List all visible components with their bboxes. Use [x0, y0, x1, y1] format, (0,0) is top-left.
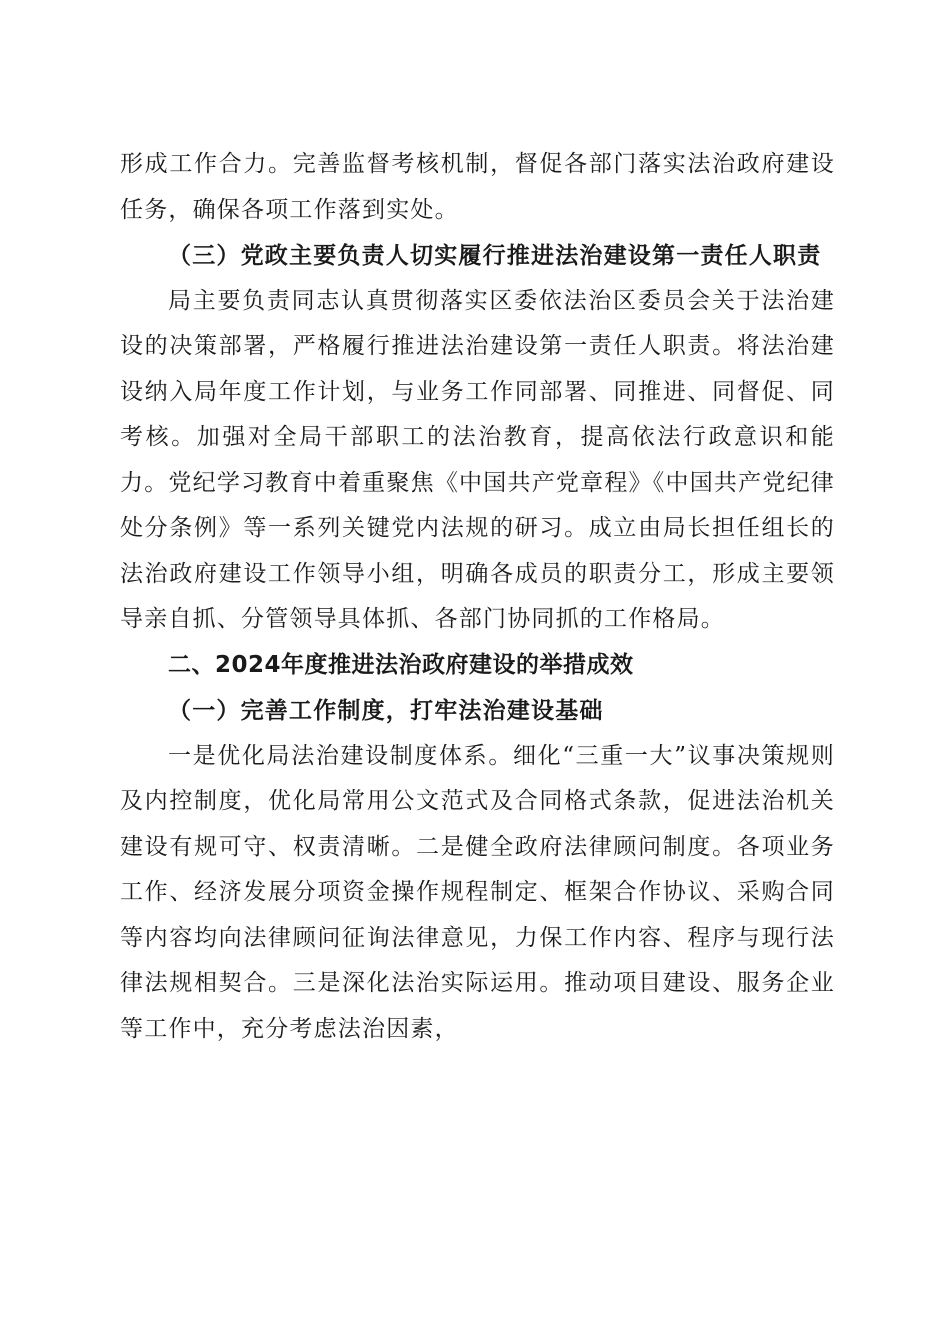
paragraph-responsibility: 局主要负责同志认真贯彻落实区委依法治区委员会关于法治建设的决策部署，严格履行推进法治建设第一责任人职责。将法治建设纳入局年度工作计划，与业务工作同部署、同推进、同督促、同考核。加强对全局干部职工的法治教育，提高依法行政意识和能力。党纪学习教育中着重聚焦《中国共产党章程》《中国共产党纪律处分条例》等一系列关键党内法规的研习。成立由局长担任组长的法治政府建设工作领导小组，明确各成员的职责分工，形成主要领导亲自抓、分管领导具体抓、各部门协同抓的工作格局。	[120, 287, 835, 632]
section-heading-two: 二、2024年度推进法治政府建设的举措成效	[168, 651, 634, 678]
paragraph-continuation: 形成工作合力。完善监督考核机制，督促各部门落实法治政府建设任务，确保各项工作落到实处。	[120, 151, 835, 223]
paragraph-measures: 一是优化局法治建设制度体系。细化“三重一大”议事决策规则及内控制度，优化局常用公文范式及合同格式条款，促进法治机关建设有规可守、权责清晰。二是健全政府法律顾问制度。各项业务工作、经济发展分项资金操作规程制定、框架合作协议、采购合同等内容均向法律顾问征询法律意见，力保工作内容、程序与现行法律法规相契合。三是深化法治实际运用。推动项目建设、服务企业等工作中，充分考虑法治因素，	[120, 742, 835, 1042]
document-page	[120, 142, 835, 1052]
subheading-three: （三）党政主要负责人切实履行推进法治建设第一责任人职责	[168, 242, 822, 269]
subheading-one: （一）完善工作制度，打牢法治建设基础	[168, 697, 604, 724]
